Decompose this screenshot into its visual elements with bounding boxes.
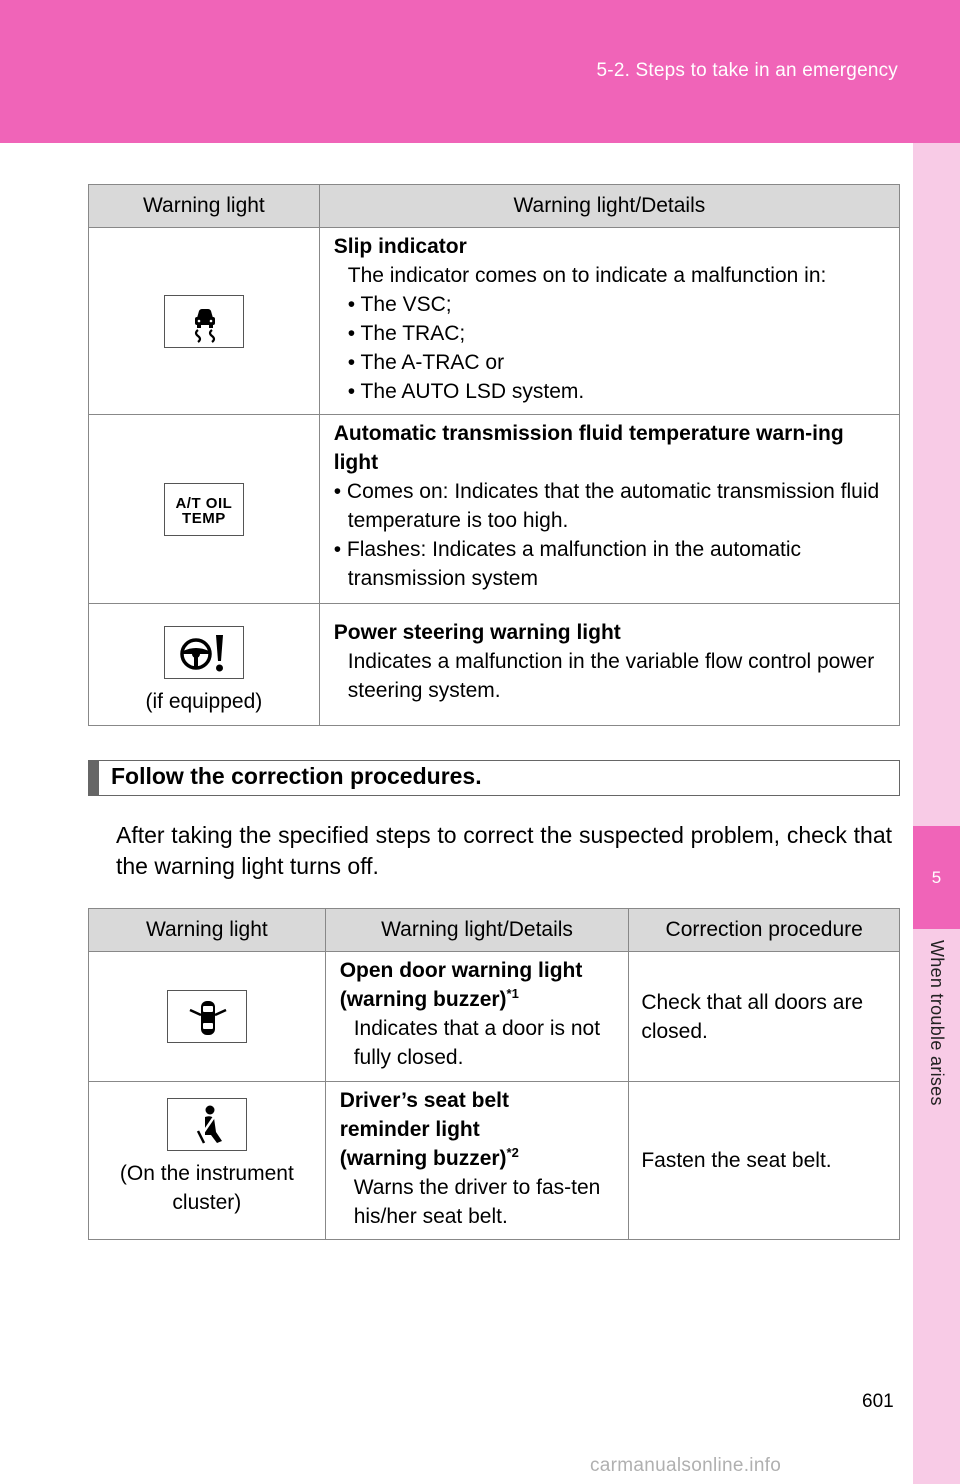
- footnote-ref: *2: [506, 1145, 519, 1160]
- power-steering-warning-icon: [164, 626, 244, 679]
- table-row: [89, 228, 900, 415]
- chapter-label: When trouble arises: [927, 940, 947, 1106]
- equipment-note: (if equipped): [145, 690, 263, 713]
- icon-cell: [89, 952, 326, 1082]
- icon-cell: [89, 1082, 326, 1240]
- icon-cell: [89, 228, 320, 415]
- list-item: • The AUTO LSD system.: [347, 380, 585, 403]
- correction-cell: Fasten the seat belt.: [629, 1082, 900, 1240]
- details-cell: [319, 415, 899, 604]
- column-header: Warning light: [89, 909, 326, 952]
- section-heading: [88, 760, 900, 796]
- details-cell: [325, 1082, 629, 1240]
- watermark: carmanualsonline.info: [590, 1455, 782, 1476]
- light-description: The indicator comes on to indicate a malfunction in:: [347, 264, 827, 287]
- light-title: Driver’s seat belt: [339, 1089, 509, 1112]
- section-title: 5-2. Steps to take in an emergency: [596, 60, 898, 81]
- section-heading-text: Follow the correction procedures.: [111, 763, 482, 789]
- column-header: Correction procedure: [629, 909, 900, 952]
- light-title: Open door warning light: [339, 959, 583, 982]
- slip-indicator-icon: [164, 295, 244, 348]
- list-item: • The A-TRAC or: [347, 351, 505, 374]
- location-note: (On the instrument cluster): [119, 1162, 294, 1214]
- column-header: Warning light/Details: [325, 909, 629, 952]
- icon-cell: [89, 604, 320, 726]
- table-row: [89, 952, 900, 1082]
- details-cell: [319, 604, 899, 726]
- list-item: • The VSC;: [347, 293, 452, 316]
- details-cell: [319, 228, 899, 415]
- light-description: Indicates that a door is not fully closed.: [353, 1017, 601, 1069]
- open-door-warning-icon: [167, 990, 247, 1043]
- icon-text: A/T OIL: [175, 494, 233, 512]
- page-header: [0, 0, 960, 143]
- light-title: reminder light: [339, 1118, 480, 1141]
- correction-procedure-table: [88, 908, 900, 1240]
- light-title: Automatic transmission fluid temperature warn-ing light: [333, 422, 844, 474]
- light-description: Indicates a malfunction in the variable flow control power steering system.: [347, 650, 875, 702]
- side-tab: [913, 143, 960, 1484]
- column-header: Warning light/Details: [319, 185, 899, 228]
- light-title: (warning buzzer)$^{*1}$: [339, 986, 519, 1011]
- icon-cell: [89, 415, 320, 604]
- page-number: 601: [862, 1391, 894, 1412]
- light-description: Warns the driver to fas-ten his/her seat belt.: [353, 1176, 601, 1228]
- footnote-ref: *1: [506, 986, 519, 1001]
- table-row: [89, 1082, 900, 1240]
- list-item: • Comes on: Indicates that the automatic transmission fluid temperature is too high.: [333, 480, 880, 532]
- body-paragraph: After taking the specified steps to correct the suspected problem, check that the warning light turns off.: [116, 822, 892, 879]
- correction-cell: Check that all doors are closed.: [629, 952, 900, 1082]
- details-cell: [325, 952, 629, 1082]
- icon-text: TEMP: [182, 509, 226, 527]
- table-header-row: [89, 909, 900, 952]
- column-header: Warning light: [89, 185, 320, 228]
- list-item: • The TRAC;: [347, 322, 466, 345]
- light-title: (warning buzzer)$^{*2}$: [339, 1145, 519, 1170]
- light-title: Slip indicator: [333, 235, 467, 258]
- heading-accent: [89, 761, 99, 795]
- chapter-number: 5: [913, 826, 960, 929]
- light-title: Power steering warning light: [333, 621, 621, 644]
- table-row: [89, 604, 900, 726]
- at-oil-temp-icon: [164, 483, 244, 536]
- list-item: • Flashes: Indicates a malfunction in the automatic transmission system: [333, 538, 802, 590]
- table-row: [89, 415, 900, 604]
- table-header-row: [89, 185, 900, 228]
- seat-belt-reminder-icon: [167, 1098, 247, 1151]
- warning-lights-table: [88, 184, 900, 726]
